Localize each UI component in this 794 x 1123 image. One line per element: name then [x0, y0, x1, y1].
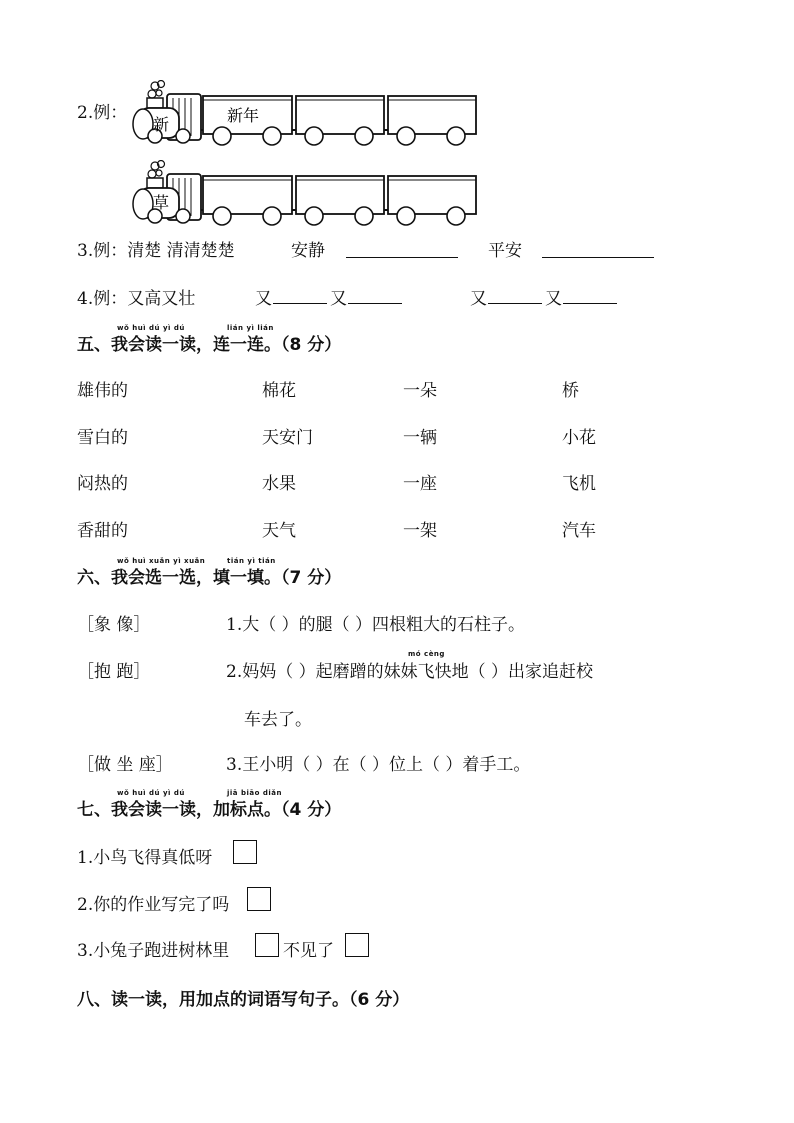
q4-blank-1[interactable] — [273, 284, 327, 304]
s6-question-2-cont: 车去了。 — [244, 710, 312, 730]
s5-col3-item[interactable]: 一架 — [403, 521, 437, 541]
s5-col2-item[interactable]: 天气 — [262, 521, 296, 541]
s5-col4-item[interactable]: 汽车 — [562, 521, 596, 541]
s5-col1-item[interactable]: 闷热的 — [77, 474, 128, 494]
train-car — [388, 176, 476, 225]
q2-label: 2.例： — [77, 103, 128, 123]
q4-example: 4.例：又高又壮 — [77, 289, 196, 309]
s7-pinyin-2: jiā biāo diǎn — [227, 789, 282, 797]
s6-question-1: 1.大（ ）的腿（ ）四根粗大的石柱子。 — [226, 615, 526, 635]
q4-you: 又 — [545, 289, 562, 309]
q4-you: 又 — [330, 289, 347, 309]
s5-col4-item[interactable]: 飞机 — [562, 474, 596, 494]
punctuation-box[interactable] — [233, 840, 257, 864]
s8-title: 八、读一读，用加点的词语写句子。（6 分） — [77, 990, 410, 1010]
train-car — [296, 176, 384, 225]
s5-col2-item[interactable]: 棉花 — [262, 381, 296, 401]
s5-col4-item[interactable]: 桥 — [562, 381, 579, 401]
q4-blank-3[interactable] — [488, 284, 542, 304]
q4-you: 又 — [255, 289, 272, 309]
q3-example: 3.例：清楚 清清楚楚 — [77, 241, 235, 261]
punctuation-box[interactable] — [345, 933, 369, 957]
s6-question-2: 2.妈妈（ ）起磨蹭的妹妹飞快地（ ）出家追赶校 — [226, 662, 594, 682]
punctuation-box[interactable] — [247, 887, 271, 911]
engine-char-1: 新 — [153, 115, 170, 134]
s7-item-3-cont: 不见了 — [283, 941, 334, 961]
q3-blank-1[interactable] — [346, 237, 458, 258]
train-1 — [125, 80, 485, 150]
s7-pinyin-1: wǒ huì dú yì dú — [117, 789, 185, 797]
s5-col1-item[interactable]: 雪白的 — [77, 428, 128, 448]
train-2 — [125, 160, 485, 230]
s6-pinyin-mocheng: mó cèng — [408, 650, 445, 658]
s5-pinyin-2: lián yì lián — [227, 324, 274, 332]
s5-col4-item[interactable]: 小花 — [562, 428, 596, 448]
train-car — [203, 176, 292, 225]
s5-col3-item[interactable]: 一朵 — [403, 381, 437, 401]
s5-col1-item[interactable]: 香甜的 — [77, 521, 128, 541]
q3-word-1: 安静 — [291, 241, 325, 261]
s5-pinyin-1: wǒ huì dú yì dú — [117, 324, 185, 332]
s7-item-3: 3.小兔子跑进树林里 — [77, 941, 230, 961]
s7-item-2: 2.你的作业写完了吗 — [77, 895, 230, 915]
train-car — [203, 96, 292, 145]
q4-blank-4[interactable] — [563, 284, 617, 304]
train-car — [388, 96, 476, 145]
s6-title: 六、我会选一选，填一填。（7 分） — [77, 568, 342, 588]
s7-item-1: 1.小鸟飞得真低呀 — [77, 848, 213, 868]
s5-col2-item[interactable]: 天安门 — [262, 428, 313, 448]
train-car — [296, 96, 384, 145]
s5-col3-item[interactable]: 一座 — [403, 474, 437, 494]
s6-options-3: ［做 坐 座］ — [77, 755, 173, 775]
q3-word-2: 平安 — [488, 241, 522, 261]
car-text-1: 新年 — [227, 106, 260, 125]
s5-col1-item[interactable]: 雄伟的 — [77, 381, 128, 401]
s6-pinyin-1: wǒ huì xuǎn yì xuǎn — [117, 557, 206, 565]
s5-col3-item[interactable]: 一辆 — [403, 428, 437, 448]
punctuation-box[interactable] — [255, 933, 279, 957]
s7-title: 七、我会读一读，加标点。（4 分） — [77, 800, 342, 820]
q3-blank-2[interactable] — [542, 237, 654, 258]
s5-col2-item[interactable]: 水果 — [262, 474, 296, 494]
q4-you: 又 — [470, 289, 487, 309]
s5-title: 五、我会读一读，连一连。（8 分） — [77, 335, 342, 355]
s6-pinyin-2: tián yì tián — [227, 557, 276, 565]
engine-char-2: 草 — [153, 193, 170, 212]
s6-options-2: ［抱 跑］ — [77, 662, 151, 682]
q4-blank-2[interactable] — [348, 284, 402, 304]
s6-options-1: ［象 像］ — [77, 615, 151, 635]
s6-question-3: 3.王小明（ ）在（ ）位上（ ）着手工。 — [226, 755, 531, 775]
